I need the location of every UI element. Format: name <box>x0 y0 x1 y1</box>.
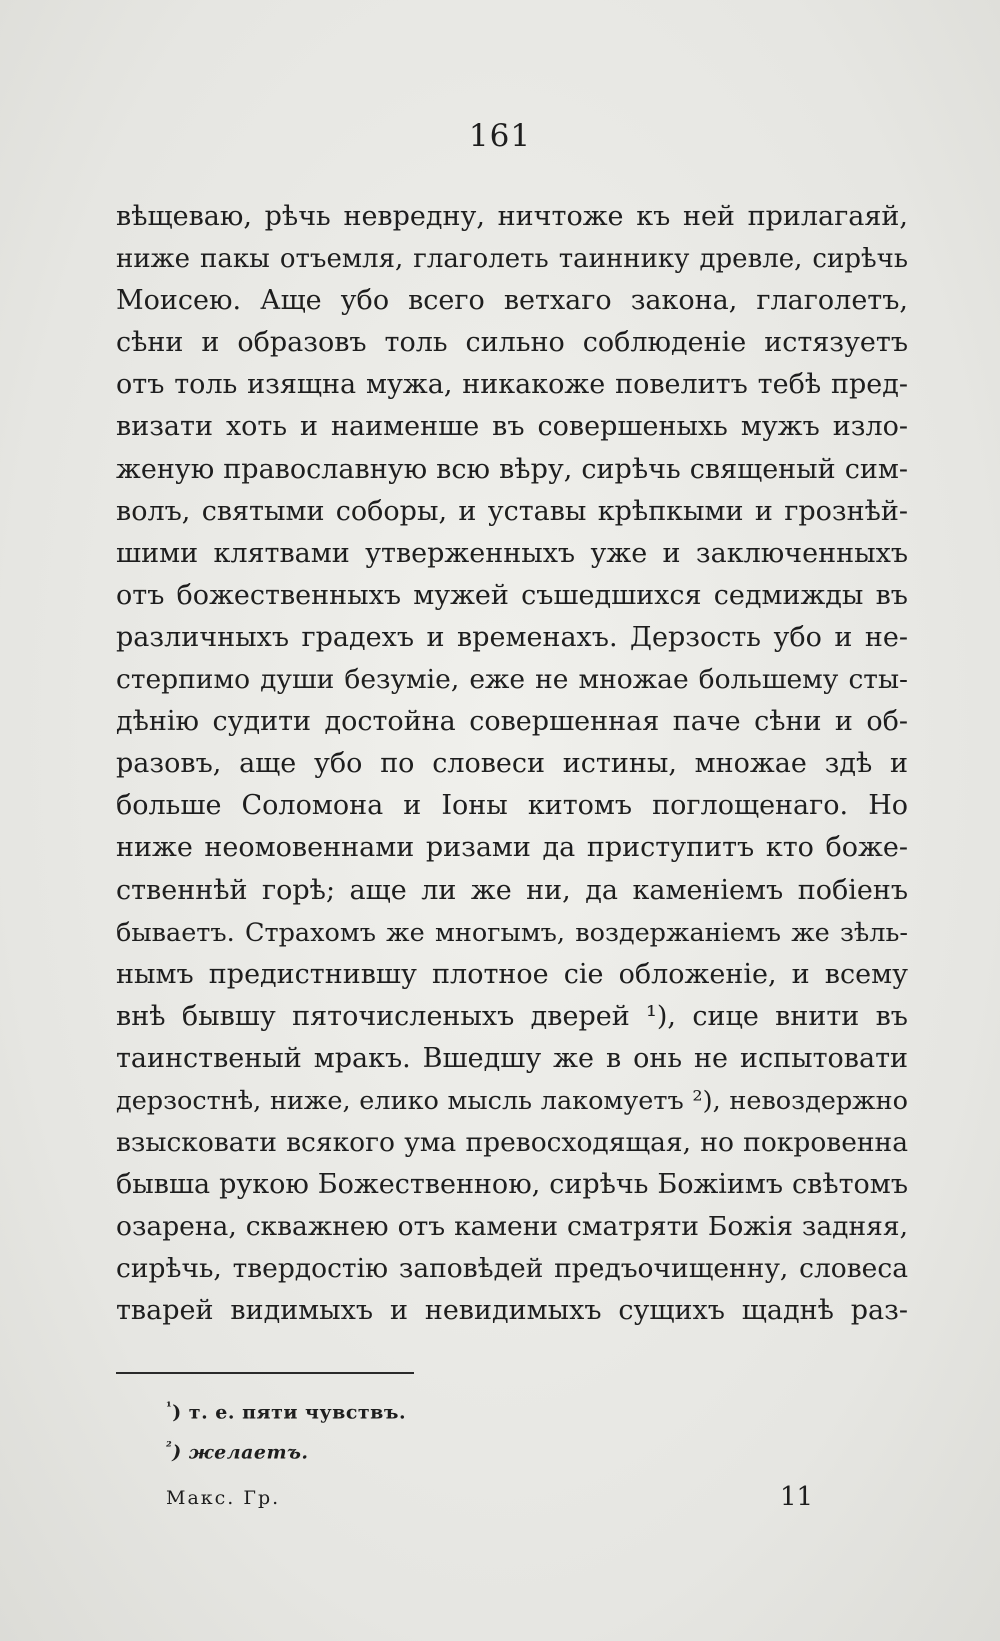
text-line: стерпимо души безуміе, еже не множае большему сты- <box>116 664 908 696</box>
text-line: сирѣчь, твердостію заповѣдей предъочищенну, словеса <box>116 1253 908 1285</box>
text-line: ниже пакы отъемля, глаголеть таиннику древле, сирѣчь <box>116 244 908 275</box>
footnote-mark: ² <box>166 1440 173 1455</box>
text-line: озарена, скважнею отъ камени сматряти Божія задняя, <box>116 1211 908 1243</box>
sheet-number: 11 <box>780 1482 814 1512</box>
text-line: бывша рукою Божественною, сирѣчь Божіимъ свѣтомъ <box>116 1169 908 1201</box>
text-line: дерзостнѣ, ниже, елико мысль лакомуетъ ²), невоздержно <box>116 1085 908 1116</box>
text-line: различныхъ градехъ и временахъ. Дерзость убо и не- <box>116 621 908 653</box>
text-line: нымъ предистнившу плотное сіе обложеніе, и всему <box>116 958 908 990</box>
text-line: дѣнію судити достойна совершенная паче сѣни и об- <box>116 706 908 738</box>
signature-mark: Макс. Гр. <box>166 1487 281 1509</box>
text-line: ниже неомовеннами ризами да приступитъ кто боже- <box>116 832 908 864</box>
text-line: разовъ, аще убо по словеси истины, множае здѣ и <box>116 748 908 780</box>
text-line: больше Соломона и Іоны китомъ поглощенаго. Но <box>116 790 908 822</box>
footnote-text: ) т. е. пяти чувствъ. <box>172 1401 407 1424</box>
text-line: волъ, святыми соборы, и уставы крѣпкыми и грознѣй- <box>116 495 908 527</box>
text-line: ственнѣй горѣ; аще ли же ни, да каменіемъ побіенъ <box>116 874 908 906</box>
text-line: сѣни и образовъ толь сильно соблюденіе истязуетъ <box>116 327 908 359</box>
text-line: таинственый мракъ. Вшедшу же в онь не испытовати <box>116 1042 908 1074</box>
text-line: визати хоть и наименше въ совершеныхь мужъ изло- <box>116 411 908 443</box>
text-line: женую православную всю вѣру, сирѣчь священый сим- <box>116 453 908 485</box>
page-number: 161 <box>468 118 532 154</box>
text-line: тварей видимыхъ и невидимыхъ сущихъ щаднѣ раз- <box>116 1295 908 1327</box>
footnote-1 <box>166 1400 406 1423</box>
footnote-divider <box>116 1372 414 1374</box>
body-text <box>116 196 908 1333</box>
text-line: внѣ бывшу пяточисленыхъ дверей ¹), сице внити въ <box>116 1000 908 1032</box>
text-line: отъ божественныхъ мужей съшедшихся седмижды въ <box>116 579 908 611</box>
footnote-mark: ¹ <box>166 1400 173 1415</box>
text-line: бываетъ. Страхомъ же многымъ, воздержаніемъ же зѣль- <box>116 917 908 948</box>
footnote-2 <box>166 1440 309 1463</box>
text-line: отъ толь изящна мужа, никакоже повелитъ тебѣ пред- <box>116 369 908 401</box>
text-line: шими клятвами утверженныхъ уже и заключенныхъ <box>116 537 908 569</box>
text-line: взысковати всякого ума превосходящая, но покровенна <box>116 1127 908 1159</box>
text-line: Моисею. Аще убо всего ветхаго закона, глаголетъ, <box>116 285 908 317</box>
footnote-text: ) желаетъ. <box>172 1441 309 1464</box>
text-line: вѣщеваю, рѣчь невредну, ничтоже къ ней прилагаяй, <box>116 201 908 232</box>
